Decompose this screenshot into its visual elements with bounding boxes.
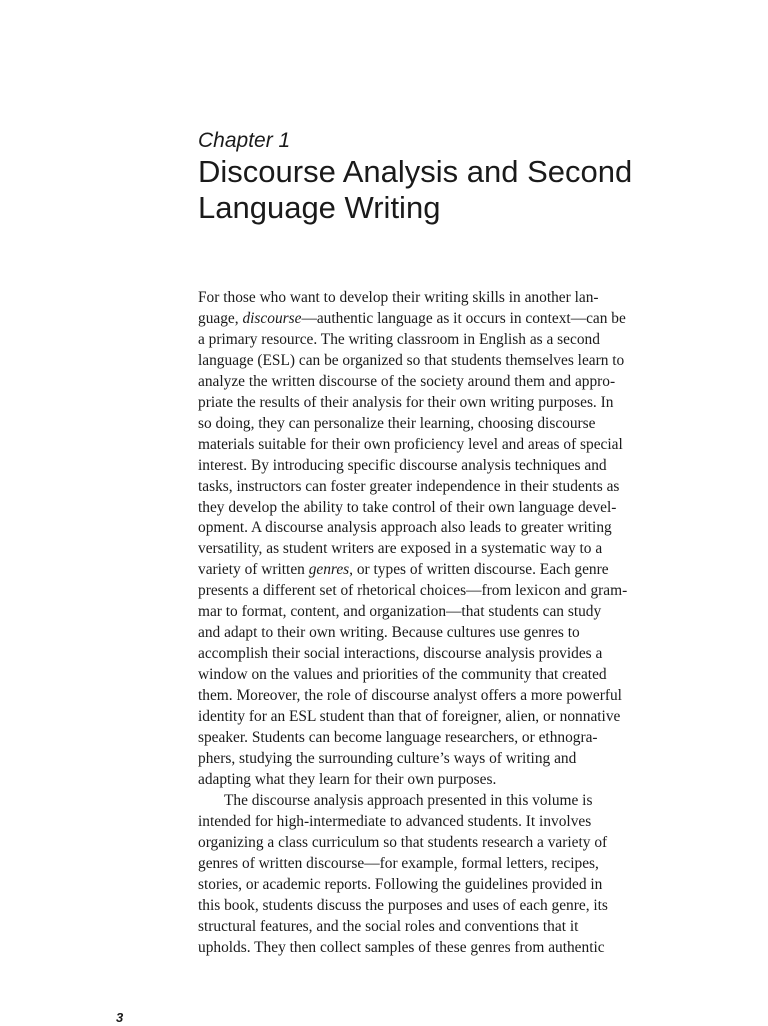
body-text [198,288,683,959]
emphasis-discourse: discourse [242,309,302,327]
text-line: The discourse analysis approach presented in this volume is [224,791,593,809]
text-line: priate the results of their analysis for their own writing purposes. In [198,393,614,411]
text-line: identity for an ESL student than that of foreigner, alien, or nonnative [198,708,621,726]
chapter-label: Chapter 1 [198,129,291,152]
text-line: stories, or academic reports. Following the guidelines provided in [198,875,603,893]
text-line: upholds. They then collect samples of these genres from authentic [198,938,605,956]
text-line: language (ESL) can be organized so that students themselves learn to [198,351,625,369]
text-line: accomplish their social interactions, discourse analysis provides a [198,645,603,663]
text-line: organizing a class curriculum so that students research a variety of [198,833,608,851]
text-line: they develop the ability to take control of their own language devel- [198,498,617,516]
text-line: interest. By introducing specific discourse analysis techniques and [198,456,607,474]
text-line: phers, studying the surrounding culture’s ways of writing and [198,749,577,767]
text-line: variety of written genres, or types of written discourse. Each genre [198,561,609,579]
text-line: intended for high-intermediate to advanced students. It involves [198,812,592,830]
text-line: this book, students discuss the purposes and uses of each genre, its [198,896,608,914]
chapter-title [198,154,738,226]
text-line: guage, discourse—authentic language as it occurs in context—can be [198,309,626,327]
text-line: a primary resource. The writing classroom in English as a second [198,330,600,348]
text-line: tasks, instructors can foster greater independence in their students as [198,477,620,495]
text-line: For those who want to develop their writing skills in another lan- [198,289,599,306]
text-line: structural features, and the social roles and conventions that it [198,917,579,935]
text-line: speaker. Students can become language researchers, or ethnogra- [198,729,598,747]
emphasis-genres: genres, [308,561,354,579]
text-line: materials suitable for their own proficiency level and areas of special [198,435,623,453]
text-line: mar to format, content, and organization—that students can study [198,603,602,621]
text-line: opment. A discourse analysis approach also leads to greater writing [198,519,612,537]
text-line: window on the values and priorities of the community that created [198,666,607,684]
text-line: presents a different set of rhetorical choices—from lexicon and gram- [198,582,628,600]
text-line: analyze the written discourse of the society around them and appro- [198,372,616,390]
text-line: adapting what they learn for their own purposes. [198,770,497,788]
chapter-title-line: Language Writing [198,190,441,225]
text-line: genres of written discourse—for example, formal letters, recipes, [198,854,599,872]
text-line: versatility, as student writers are exposed in a systematic way to a [198,540,603,558]
text-line: and adapt to their own writing. Because cultures use genres to [198,624,580,642]
page-number: 3 [116,1010,124,1025]
text-line: so doing, they can personalize their learning, choosing discourse [198,414,596,432]
text-line: them. Moreover, the role of discourse analyst offers a more powerful [198,687,622,705]
chapter-title-line: Discourse Analysis and Second [198,154,633,189]
